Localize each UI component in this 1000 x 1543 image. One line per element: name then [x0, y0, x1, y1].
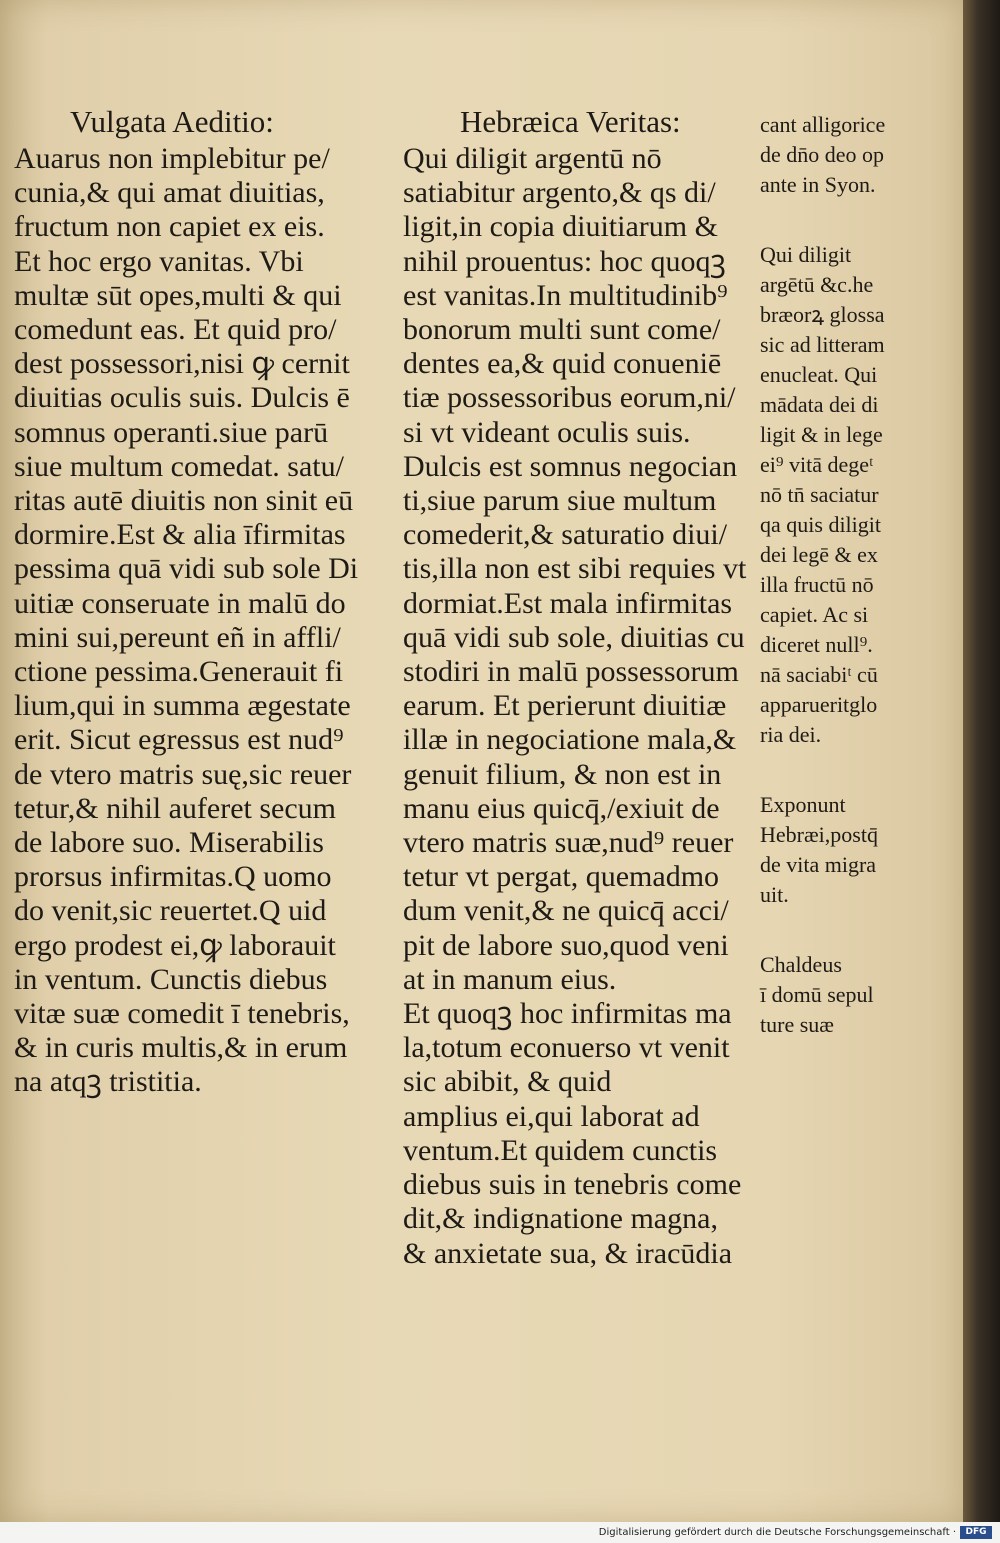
gloss-line: de vita migra [760, 852, 877, 877]
text-line: nihil prouentus: hoc quoqꝫ [403, 244, 726, 278]
gloss-line: apparueritglo [760, 692, 878, 717]
footer-bar [0, 1522, 1000, 1543]
text-line: sic abibit, & quid [403, 1065, 612, 1099]
text-line: dest possessori,nisi ꝙ cernit [14, 347, 350, 381]
gloss-line: mādata dei di [760, 392, 879, 417]
text-line: dormire.Est & alia īfirmitas [14, 518, 346, 552]
text-line: Auarus non implebitur pe/ [14, 142, 330, 175]
text-line: dormiat.Est mala infirmitas [403, 586, 733, 620]
gloss-line: Exponunt [760, 792, 846, 817]
text-line: in ventum. Cunctis diebus [14, 962, 328, 996]
text-line: illæ in negociatione mala,& [403, 723, 737, 757]
gloss-block-4 [760, 950, 885, 1040]
text-line: fructum non capiet ex eis. [14, 210, 325, 244]
gloss-line: uit. [760, 882, 789, 907]
text-line: vtero matris suæ,nud⁹ reuer [403, 826, 734, 860]
gloss-line: diceret null⁹. [760, 632, 873, 657]
gloss-block-2 [760, 240, 885, 750]
text-line: la,totum econuerso vt venit [403, 1031, 730, 1065]
gloss-block-3 [760, 790, 885, 910]
text-line: ligit,in copia diuitiarum & [403, 210, 718, 244]
left-column-text [14, 142, 358, 1100]
text-line: earum. Et perierunt diuitiæ [403, 689, 727, 723]
text-line: ventum.Et quidem cunctis [403, 1133, 718, 1167]
text-line: prorsus infirmitas.Q uomo [14, 860, 332, 894]
text-line: ctione pessima.Generauit fi [14, 655, 344, 689]
text-line: tetur vt pergat, quemadmo [403, 860, 720, 894]
text-line: stodiri in malū possessorum [403, 655, 739, 689]
gloss-line: ligit & in lege [760, 422, 883, 447]
text-line: ritas autē diuitis non sinit eū [14, 484, 354, 518]
gloss-line: sic ad litteram [760, 332, 885, 357]
text-line: tetur,& nihil auferet secum [14, 791, 337, 825]
text-line: mini sui,pereunt eñ in affli/ [14, 620, 341, 654]
gloss-line: illa fructū nō [760, 572, 874, 597]
text-line: lium,qui in summa ægestate [14, 689, 351, 723]
text-line: somnus operanti.siue parū [14, 415, 329, 449]
text-line: ti,siue parum siue multum [403, 484, 717, 518]
text-line: & in curis multis,& in erum [14, 1031, 348, 1065]
text-line: & anxietate sua, & iracūdia [403, 1236, 733, 1270]
text-line: comedunt eas. Et quid pro/ [14, 313, 337, 347]
text-line: Qui diligit argentū nō [403, 142, 662, 175]
gloss-line: argētū &c.he [760, 272, 874, 297]
text-line: genuit filium, & non est in [403, 757, 722, 791]
text-line: dit,& indignatione magna, [403, 1202, 718, 1236]
gloss-line: Chaldeus [760, 952, 842, 977]
heading-hebraica: Hebræica Veritas: [460, 104, 681, 139]
text-line: bonorum multi sunt come/ [403, 313, 721, 347]
text-line: Dulcis est somnus negocian [403, 449, 738, 483]
gloss-line: enucleat. Qui [760, 362, 878, 387]
gloss-line: ria dei. [760, 722, 822, 747]
text-line: ergo prodest ei,ꝙ laborauit [14, 928, 336, 962]
text-line: pessima quā vidi sub sole Di [14, 552, 359, 586]
text-line: dum venit,& ne quicq̄ acci/ [403, 894, 729, 928]
text-line: diebus suis in tenebris come [403, 1168, 742, 1202]
gloss-line: nā saciabiᵗ cū [760, 662, 878, 687]
gloss-line: de dn̄o deo op [760, 142, 885, 167]
text-line: de labore suo. Miserabilis [14, 826, 324, 860]
text-line: Et quoqꝫ hoc infirmitas ma [403, 997, 732, 1031]
text-line: at in manum eius. [403, 962, 617, 996]
text-line: manu eius quicq̄,/exiuit de [403, 791, 720, 825]
text-line: Et hoc ergo vanitas. Vbi [14, 244, 304, 278]
text-line: quā vidi sub sole, diuitias cu [403, 620, 745, 654]
gloss-line: cant alligorice [760, 112, 886, 137]
text-line: dentes ea,& quid conueniē [403, 347, 722, 381]
text-line: satiabitur argento,& qs di/ [403, 176, 716, 210]
gloss-line: ante in Syon. [760, 172, 876, 197]
text-line: pit de labore suo,quod veni [403, 928, 729, 962]
text-line: tis,illa non est sibi requies vt [403, 552, 747, 586]
text-line: tiæ possessoribus eorum,ni/ [403, 381, 736, 415]
text-line: comederit,& saturatio diui/ [403, 518, 728, 552]
gloss-line: qa quis diligit [760, 512, 881, 537]
text-line: diuitias oculis suis. Dulcis ē [14, 381, 350, 415]
gloss-line: Qui diligit [760, 242, 852, 267]
text-line: vitæ suæ comedit ī tenebris, [14, 997, 350, 1031]
middle-column-text [403, 142, 746, 1271]
text-line: uitiæ conseruate in malū do [14, 586, 346, 620]
gloss-line: dei legē & ex [760, 542, 878, 567]
text-line: amplius ei,qui laborat ad [403, 1099, 700, 1133]
heading-vulgata: Vulgata Aeditio: [70, 104, 274, 139]
gloss-block-1 [760, 110, 885, 200]
text-line: est vanitas.In multitudinib⁹ [403, 278, 728, 312]
right-column-glosses [760, 110, 885, 1040]
gloss-line: ī domū sepul [760, 982, 874, 1007]
dfg-logo: DFG [960, 1526, 992, 1539]
gloss-line: ei⁹ vitā degeᵗ [760, 452, 874, 477]
text-line: de vtero matris suę,sic reuer [14, 757, 352, 791]
gloss-line: ture suæ [760, 1012, 834, 1037]
gloss-line: nō tn̄ saciatur [760, 482, 879, 507]
text-line: na atqꝫ tristitia. [14, 1065, 202, 1099]
gloss-line: Hebræi,postq̄ [760, 822, 878, 847]
text-line: cunia,& qui amat diuitias, [14, 176, 325, 210]
text-line: multæ sūt opes,multi & qui [14, 278, 342, 312]
text-line: do venit,sic reuertet.Q uid [14, 894, 327, 928]
text-line: erit. Sicut egressus est nud⁹ [14, 723, 344, 757]
gloss-line: capiet. Ac si [760, 602, 869, 627]
book-edge [963, 0, 1000, 1522]
text-line: siue multum comedat. satu/ [14, 449, 344, 483]
text-line: si vt videant oculis suis. [403, 415, 691, 449]
gloss-line: bræorꝝ glossa [760, 302, 885, 327]
footer-credit: Digitalisierung gefördert durch die Deutsche Forschungsgemeinschaft · [598, 1527, 956, 1538]
